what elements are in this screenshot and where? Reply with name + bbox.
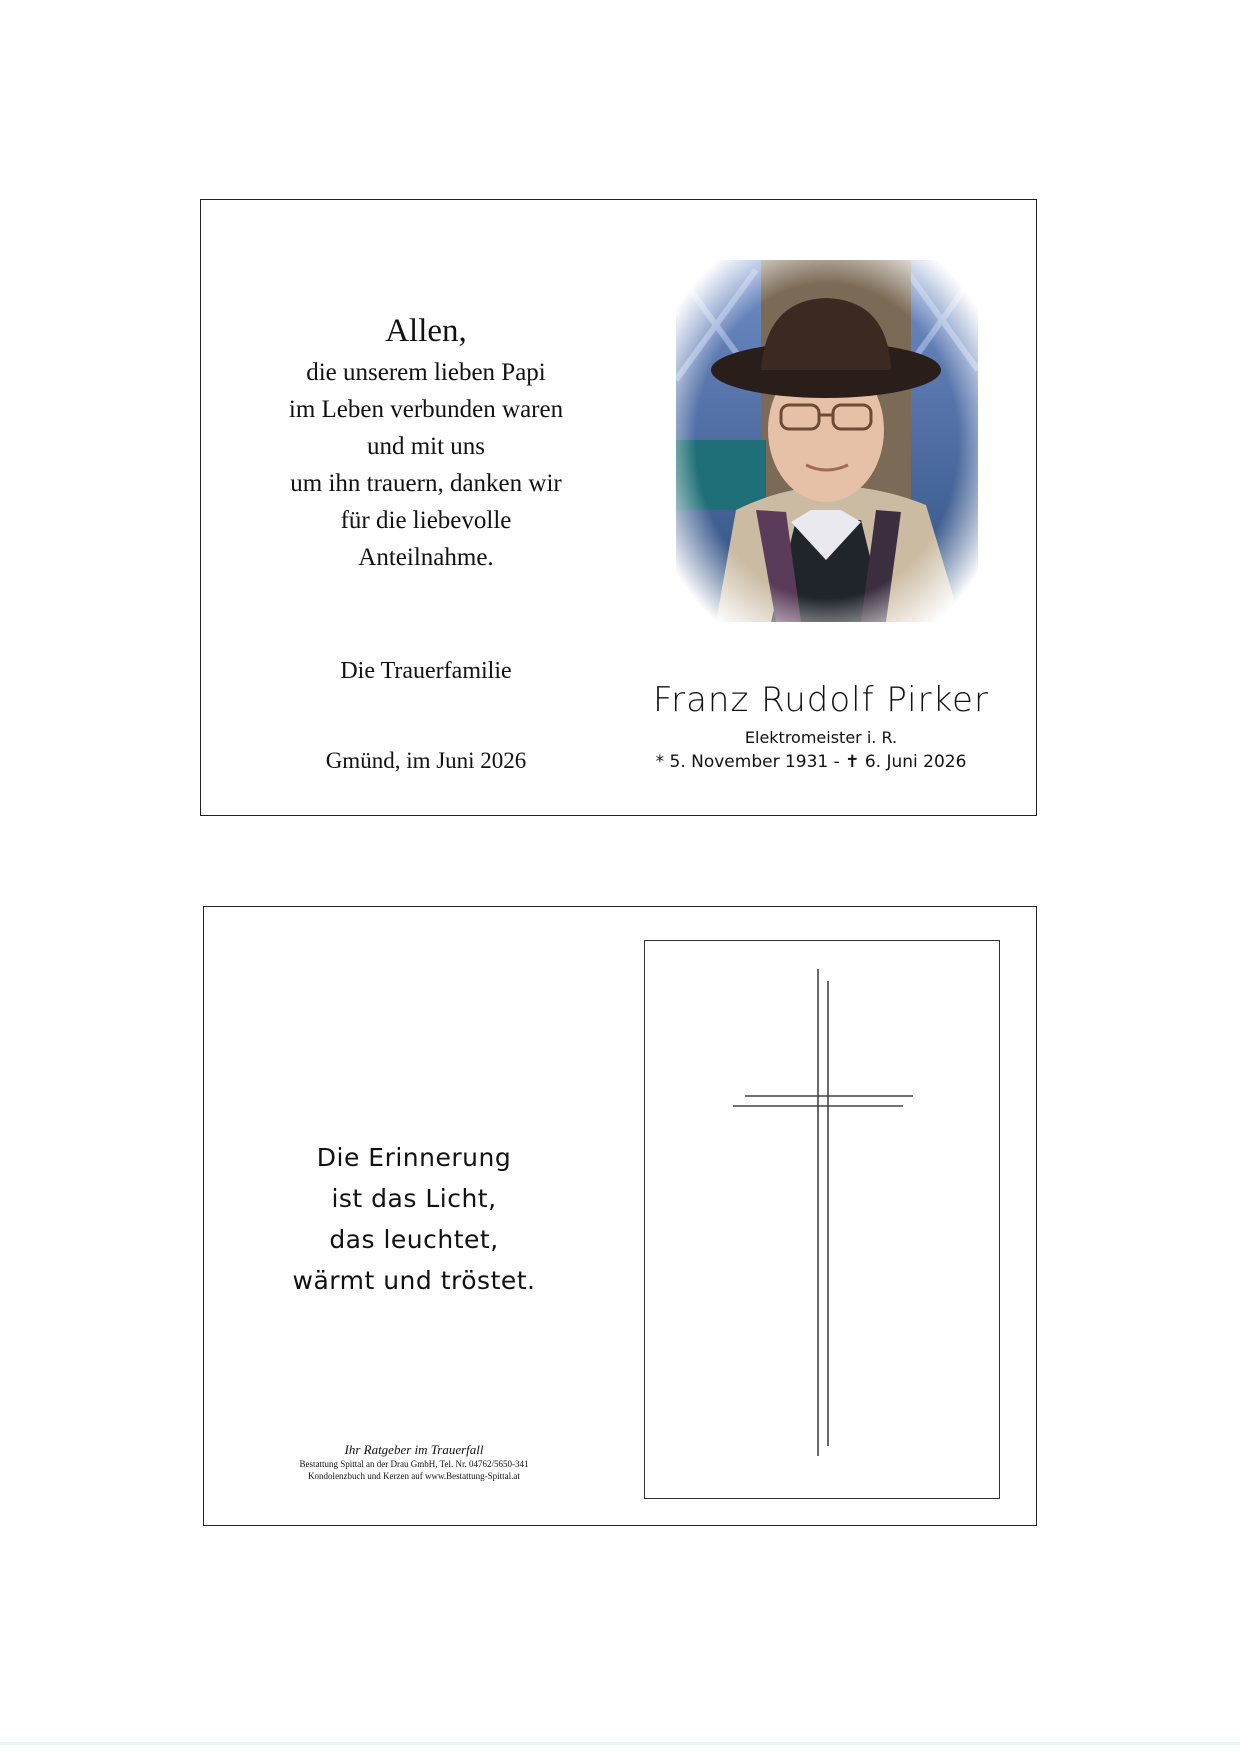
memorial-quote <box>264 1137 564 1301</box>
funeral-home-imprint <box>264 1442 564 1482</box>
cross-icon <box>645 941 1001 1500</box>
thanks-line: für die liebevolle <box>340 507 512 534</box>
thanks-line: im Leben verbunden waren <box>288 396 564 423</box>
quote-line: ist das Licht, <box>331 1184 497 1213</box>
quote-line: das leuchtet, <box>329 1225 499 1254</box>
imprint-company: Bestattung Spittal an der Drau GmbH, Tel. Nr. 04762/5650-341 <box>299 1459 529 1469</box>
thanks-line: und mit uns <box>366 433 486 460</box>
thanks-line: Anteilnahme. <box>358 544 494 571</box>
portrait-photo-icon <box>676 260 978 622</box>
thanks-text <box>261 308 591 576</box>
imprint-slogan: Ihr Ratgeber im Trauerfall <box>344 1442 484 1457</box>
scan-edge <box>0 1742 1240 1745</box>
thanks-line: um ihn trauern, danken wir <box>290 470 562 497</box>
quote-line: wärmt und tröstet. <box>292 1266 536 1295</box>
back-card <box>203 906 1037 1526</box>
place-date: Gmünd, im Juni 2026 <box>325 748 527 773</box>
life-dates: * 5. November 1931 - ✝ 6. Juni 2026 <box>655 752 967 772</box>
deceased-name: Franz Rudolf Pirker <box>653 680 989 720</box>
quote-line: Die Erinnerung <box>316 1143 512 1172</box>
front-card <box>200 199 1037 816</box>
thanks-line: die unserem lieben Papi <box>306 359 546 386</box>
salutation: Allen, <box>385 313 467 349</box>
deceased-profession: Elektromeister i. R. <box>744 728 898 747</box>
imprint-website: Kondolenzbuch und Kerzen auf www.Bestattung-Spittal.at <box>308 1471 520 1481</box>
cross-frame <box>644 940 1000 1499</box>
family-signature: Die Trauerfamilie <box>340 658 512 684</box>
